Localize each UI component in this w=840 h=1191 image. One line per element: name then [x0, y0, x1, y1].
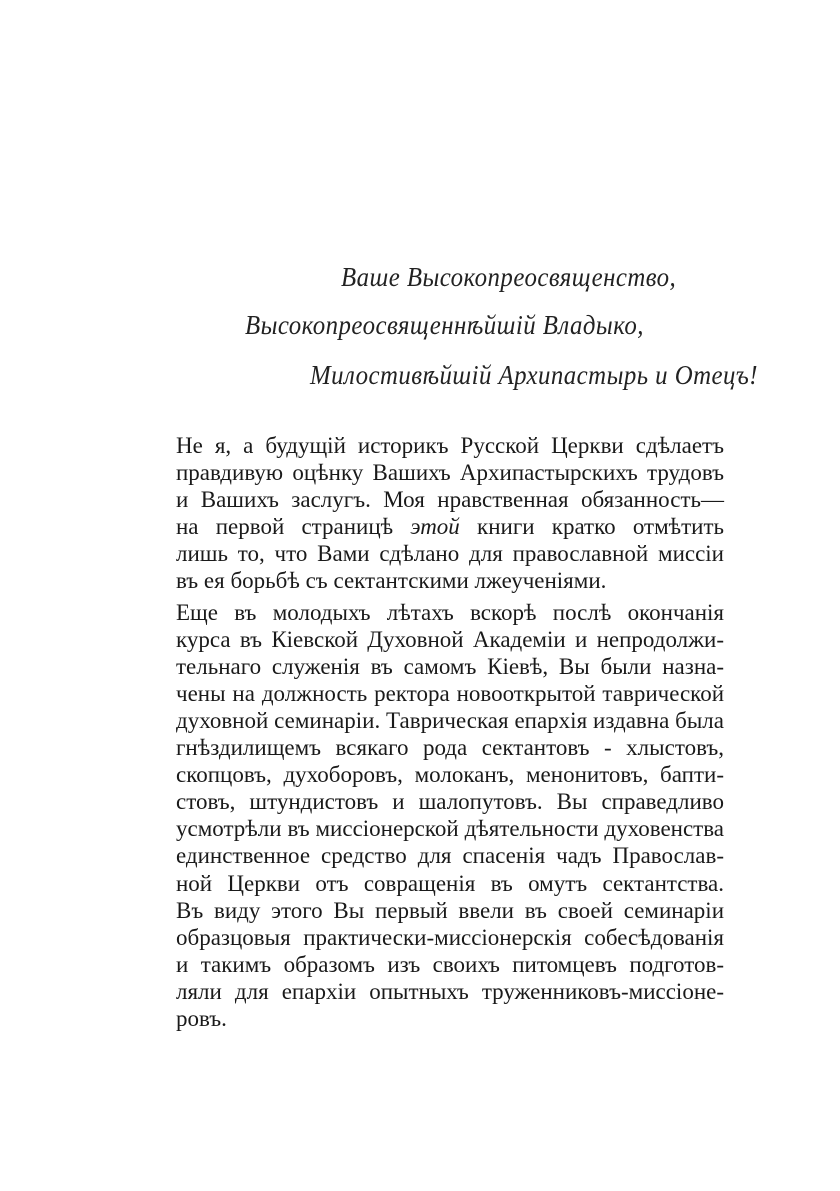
- text-line: курса въ Кіевской Духовной Академіи и непродолжи-: [176, 626, 724, 652]
- text-line: духовной семинаріи. Таврическая епархія издавна была: [176, 707, 724, 733]
- dedication-body: [152, 432, 724, 1032]
- text-line: скопцовъ, духоборовъ, молоканъ, менонитовъ, бапти-: [176, 762, 724, 788]
- emphasized-word: этой: [410, 514, 460, 540]
- text-line: Не я, а будущій историкъ Русской Церкви сдѣлаетъ: [176, 433, 724, 458]
- text-line: и Вашихъ заслугъ. Моя нравственная обязанность—: [176, 487, 724, 513]
- salutation-line-2: Высокопреосвященнѣйшій Владыко,: [245, 310, 644, 340]
- text-line: ровъ.: [176, 1005, 227, 1031]
- text-fragment: книги кратко отмѣтить: [477, 514, 725, 540]
- text-line: усмотрѣли въ миссіонерской дѣятельности духовенства: [176, 816, 724, 842]
- salutation-line-1: Ваше Высокопреосвященство,: [341, 262, 677, 292]
- text-line: въ ея борьбѣ съ сектантскими лжеученіями.: [176, 568, 607, 594]
- text-line: тельнаго служенія въ самомъ Кіевѣ, Вы были назна-: [176, 653, 724, 679]
- paragraph-1: [152, 432, 724, 595]
- paragraph-2: [152, 599, 724, 1033]
- salutation-line-3: Милостивѣйшій Архипастырь и Отецъ!: [310, 360, 758, 390]
- text-fragment: на первой страницѣ: [176, 514, 394, 540]
- text-line: правдивую оцѣнку Вашихъ Архипастырскихъ трудовъ: [176, 460, 724, 486]
- text-line: чены на должность ректора новооткрытой таврической: [176, 680, 724, 706]
- text-line: ляли для епархіи опытныхъ труженниковъ-миссіоне-: [176, 978, 724, 1004]
- text-line: и такимъ образомъ изъ своихъ питомцевъ подготов-: [176, 951, 724, 977]
- text-line: единственное средство для спасенія чадъ Православ-: [176, 843, 724, 869]
- text-line: [152, 513, 724, 540]
- text-line: ной Церкви отъ совращенія въ омутъ сектантства.: [176, 870, 724, 896]
- text-line: Еще въ молодыхъ лѣтахъ вскорѣ послѣ окончанія: [176, 599, 724, 625]
- text-line: образцовыя практически-миссіонерскія собесѣдованія: [176, 924, 724, 950]
- text-line: гнѣздилищемъ всякаго рода сектантовъ - хлыстовъ,: [176, 735, 724, 761]
- text-line: Въ виду этого Вы первый ввели въ своей семинаріи: [176, 897, 724, 923]
- text-line: лишь то, что Вами сдѣлано для православной миссіи: [176, 541, 724, 567]
- text-line: стовъ, штундистовъ и шалопутовъ. Вы справедливо: [176, 789, 724, 815]
